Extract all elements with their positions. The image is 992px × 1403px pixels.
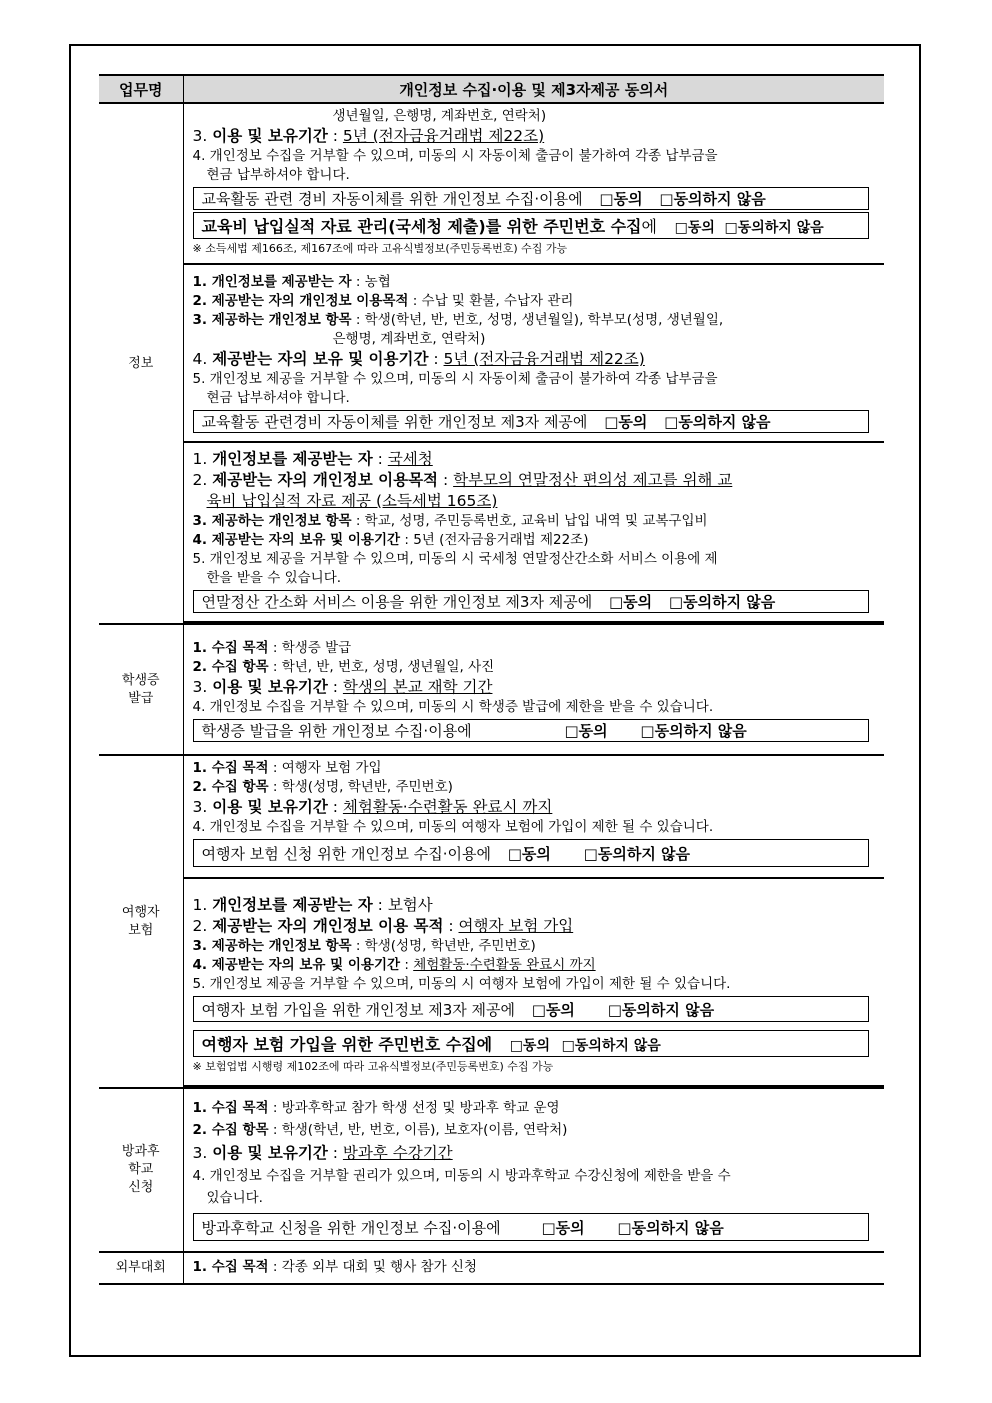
text-line: 한을 받을 수 있습니다. — [206, 570, 342, 586]
agree-checkbox[interactable]: □동의 — [599, 190, 643, 208]
retention-heading: 이용 및 보유기간 — [212, 127, 328, 145]
agree-checkbox[interactable]: □동의 — [507, 845, 551, 863]
info-thirdparty-bank-block: 1. 개인정보를 제공받는 자 : 농협 2. 제공받는 자의 개인정보 이용목적 : 수납 및 환불, 수납자 관리 3. 제공하는 개인정보 항목 : 학생(학년, 반, 번호, 성명, 생년월일), 학부모(성명, 생년월일, 은행명, 계좌번호, 연락처) 4. 제공받는 자의 보유 및 이용기간 : 5년 (전자금융거래법 제22조) 5. 개인정보 제공을 거부할 수 있으며, 미동의 시 자동이체 출금이 불가하여 각종 납부금을 현금 납부하셔야 합니다. 교육활동 관련경비 자동이체를 위한 개인정보 제3자 제공에 □동의 □동의하지 않음 — [184, 264, 885, 442]
consent-row-travel-resident-number: 여행자 보험 가입을 위한 주민번호 수집에 □동의 □동의하지 않음 — [193, 1030, 869, 1057]
text-line: 4. 개인정보 수집을 거부할 권리가 있으며, 미동의 시 방과후학교 수강신청에 제한을 받을 수 — [192, 1168, 731, 1184]
agree-checkbox[interactable]: □동의 — [541, 1219, 585, 1237]
agree-checkbox[interactable]: □동의 — [564, 722, 608, 740]
disagree-checkbox[interactable]: □동의하지 않음 — [640, 722, 747, 740]
agree-checkbox[interactable]: □동의 — [674, 220, 715, 236]
disagree-checkbox[interactable]: □동의하지 않음 — [664, 413, 771, 431]
text-line: 4. 개인정보 수집을 거부할 수 있으며, 미동의 시 학생증 발급에 제한을 받을 수 있습니다. — [192, 699, 714, 715]
external-contest-block: 1. 수집 목적 : 각종 외부 대회 및 행사 참가 신청 — [183, 1252, 884, 1284]
consent-row-student-id: 학생증 발급을 위한 개인정보 수집·이용에 □동의 □동의하지 않음 — [193, 719, 869, 742]
travel-collection-block: 1. 수집 목적 : 여행자 보험 가입 2. 수집 항목 : 학생(성명, 학년반, 주민번호) 3. 이용 및 보유기간 : 체험활동·수련활동 완료시 까지 4. 개인정보 수집을 거부할 수 있으며, 미동의 여행자 보험에 가입이 제한 될 수 있습니다. 여행자 보험 신청 위한 개인정보 수집·이용에 □동의 □동의하지 않음 — [184, 756, 885, 878]
agree-checkbox[interactable]: □동의 — [509, 1038, 550, 1054]
text-line: 5. 개인정보 제공을 거부할 수 있으며, 미동의 시 여행자 보험에 가입이 제한 될 수 있습니다. — [192, 976, 731, 992]
agree-checkbox[interactable]: □동의 — [608, 593, 653, 611]
text-line: 있습니다. — [206, 1190, 263, 1206]
disagree-checkbox[interactable]: □동의하지 않음 — [659, 190, 766, 208]
student-id-block: 1. 수집 목적 : 학생증 발급 2. 수집 항목 : 학년, 반, 번호, 성명, 생년월일, 사진 3. 이용 및 보유기간 : 학생의 본교 재학 기간 4. 개인정보 수집을 거부할 수 있으며, 미동의 시 학생증 발급에 제한을 받을 수 있습니다. 학생증 발급을 위한 개인정보 수집·이용에 □동의 □동의하지 않음 — [183, 624, 884, 755]
text-line: 현금 납부하셔야 합니다. — [206, 167, 350, 183]
consent-row-bank-thirdparty: 교육활동 관련경비 자동이체를 위한 개인정보 제3자 제공에 □동의 □동의하지 않음 — [193, 410, 869, 433]
disagree-checkbox[interactable]: □동의하지 않음 — [617, 1219, 724, 1237]
consent-table — [99, 74, 884, 1285]
info-thirdparty-nts-block: 1. 개인정보를 제공받는 자 : 국세청 2. 제공받는 자의 개인정보 이용목적 : 학부모의 연말정산 편의성 제고를 위해 교 육비 납입실적 자료 제공 (소득세법 165조) 3. 제공하는 개인정보 항목 : 학교, 성명, 주민등록번호, 교육비 납입 내역 및 교복구입비 4. 제공받는 자의 보유 및 이용기간 : 5년 (전자금융거래법 제22조) 5. 개인정보 제공을 거부할 수 있으며, 미동의 시 국세청 연말정산간소화 서비스 이용에 제 한을 받을 수 있습니다. 연말정산 간소화 서비스 이용을 위한 개인정보 제3자 제공에 □동의 □동의하지 않음 — [184, 442, 885, 622]
header-form-title: 개인정보 수집·이용 및 제3자제공 동의서 — [183, 75, 884, 103]
disagree-checkbox[interactable]: □동의하지 않음 — [583, 845, 691, 863]
travel-thirdparty-block: 1. 개인정보를 제공받는 자 : 보험사 2. 제공받는 자의 개인정보 이용 목적 : 여행자 보험 가입 3. 제공하는 개인정보 항목 : 학생(성명, 학년반, 주민번호) 4. 제공받는 자의 보유 및 이용기간 : 체험활동·수련활동 완료시 까지 5. 개인정보 제공을 거부할 수 있으며, 미동의 시 여행자 보험에 가입이 제한 될 수 있습니다. 여행자 보험 가입을 위한 개인정보 제3자 제공에 □동의 □동의하지 않음 여행자 보험 가입을 위한 주민번호 수집에 □동의 □동의하지 않음 ※ 보험업법 시행령 제102조에 따라 고유식별정보(주민등록번호) 수집 가능 — [184, 878, 885, 1086]
label-travel-insurance: 여행자 보험 — [99, 755, 183, 1088]
text-line: 5. 개인정보 제공을 거부할 수 있으며, 미동의 시 자동이체 출금이 불가하여 각종 납부금을 — [192, 371, 718, 387]
text-line: 5. 개인정보 제공을 거부할 수 있으며, 미동의 시 국세청 연말정산간소화 서비스 이용에 제 — [192, 551, 718, 567]
consent-row-nts-thirdparty: 연말정산 간소화 서비스 이용을 위한 개인정보 제3자 제공에 □동의 □동의하지 않음 — [193, 590, 869, 613]
label-external-contest: 외부대회 — [99, 1252, 183, 1284]
agree-checkbox[interactable]: □동의 — [531, 1001, 575, 1019]
legal-note: ※ 보험업법 시행령 제102조에 따라 고유식별정보(주민등록번호) 수집 가능 — [192, 1060, 554, 1073]
disagree-checkbox[interactable]: □동의하지 않음 — [668, 593, 776, 611]
consent-row-travel-collection: 여행자 보험 신청 위한 개인정보 수집·이용에 □동의 □동의하지 않음 — [193, 839, 869, 867]
retention-value: 5년 (전자금융거래법 제22조) — [342, 127, 545, 145]
text-line: 생년월일, 은행명, 계좌번호, 연락처) — [332, 108, 547, 124]
text-line: 4. 개인정보 수집을 거부할 수 있으며, 미동의 시 자동이체 출금이 불가하여 각종 납부금을 — [192, 148, 718, 164]
header-task-name: 업무명 — [99, 75, 183, 103]
disagree-checkbox[interactable]: □동의하지 않음 — [724, 220, 824, 236]
afterschool-block: 1. 수집 목적 : 방과후학교 참가 학생 선정 및 방과후 학교 운영 2. 수집 항목 : 학생(학년, 반, 번호, 이름), 보호자(이름, 연락처) 3. 이용 및 보유기간 : 방과후 수강기간 4. 개인정보 수집을 거부할 권리가 있으며, 미동의 시 방과후학교 수강신청에 제한을 받을 수 있습니다. 방과후학교 신청을 위한 개인정보 수집·이용에 □동의 □동의하지 않음 — [183, 1088, 884, 1252]
info-collection-block: 생년월일, 은행명, 계좌번호, 연락처) 3. 이용 및 보유기간 : 5년 (전자금융거래법 제22조) 4. 개인정보 수집을 거부할 수 있으며, 미동의 시 자동이체 출금이 불가하여 각종 납부금을 현금 납부하셔야 합니다. 교육활동 관련 경비 자동이체를 위한 개인정보 수집·이용에 □동의 □동의하지 않음 교육비 납입실적 자료 관리(국세청 제출)를 위한 주민번호 수집에 □동의 □동의하지 않음 ※ 소득세법 제166조, 제167조에 따라 고유식별정보(주민등록번호) 수집 가능 — [184, 104, 885, 264]
legal-note: ※ 소득세법 제166조, 제167조에 따라 고유식별정보(주민등록번호) 수집 가능 — [192, 242, 568, 255]
consent-row-travel-thirdparty: 여행자 보험 가입을 위한 개인정보 제3자 제공에 □동의 □동의하지 않음 — [193, 996, 869, 1022]
disagree-checkbox[interactable]: □동의하지 않음 — [561, 1038, 661, 1054]
label-info: 정보 — [99, 103, 183, 624]
agree-checkbox[interactable]: □동의 — [604, 413, 648, 431]
consent-row-resident-number: 교육비 납입실적 자료 관리(국세청 제출)를 위한 주민번호 수집에 □동의 □동의하지 않음 — [193, 212, 869, 239]
label-afterschool: 방과후 학교 신청 — [99, 1088, 183, 1252]
text-line: 은행명, 계좌번호, 연락처) — [332, 331, 486, 347]
text-line: 4. 개인정보 수집을 거부할 수 있으며, 미동의 여행자 보험에 가입이 제한 될 수 있습니다. — [192, 819, 714, 835]
label-student-id: 학생증 발급 — [99, 624, 183, 755]
disagree-checkbox[interactable]: □동의하지 않음 — [607, 1001, 715, 1019]
consent-row-afterschool: 방과후학교 신청을 위한 개인정보 수집·이용에 □동의 □동의하지 않음 — [193, 1213, 869, 1241]
text-line: 현금 납부하셔야 합니다. — [206, 390, 350, 406]
consent-row-auto-debit: 교육활동 관련 경비 자동이체를 위한 개인정보 수집·이용에 □동의 □동의하지 않음 — [193, 187, 869, 210]
